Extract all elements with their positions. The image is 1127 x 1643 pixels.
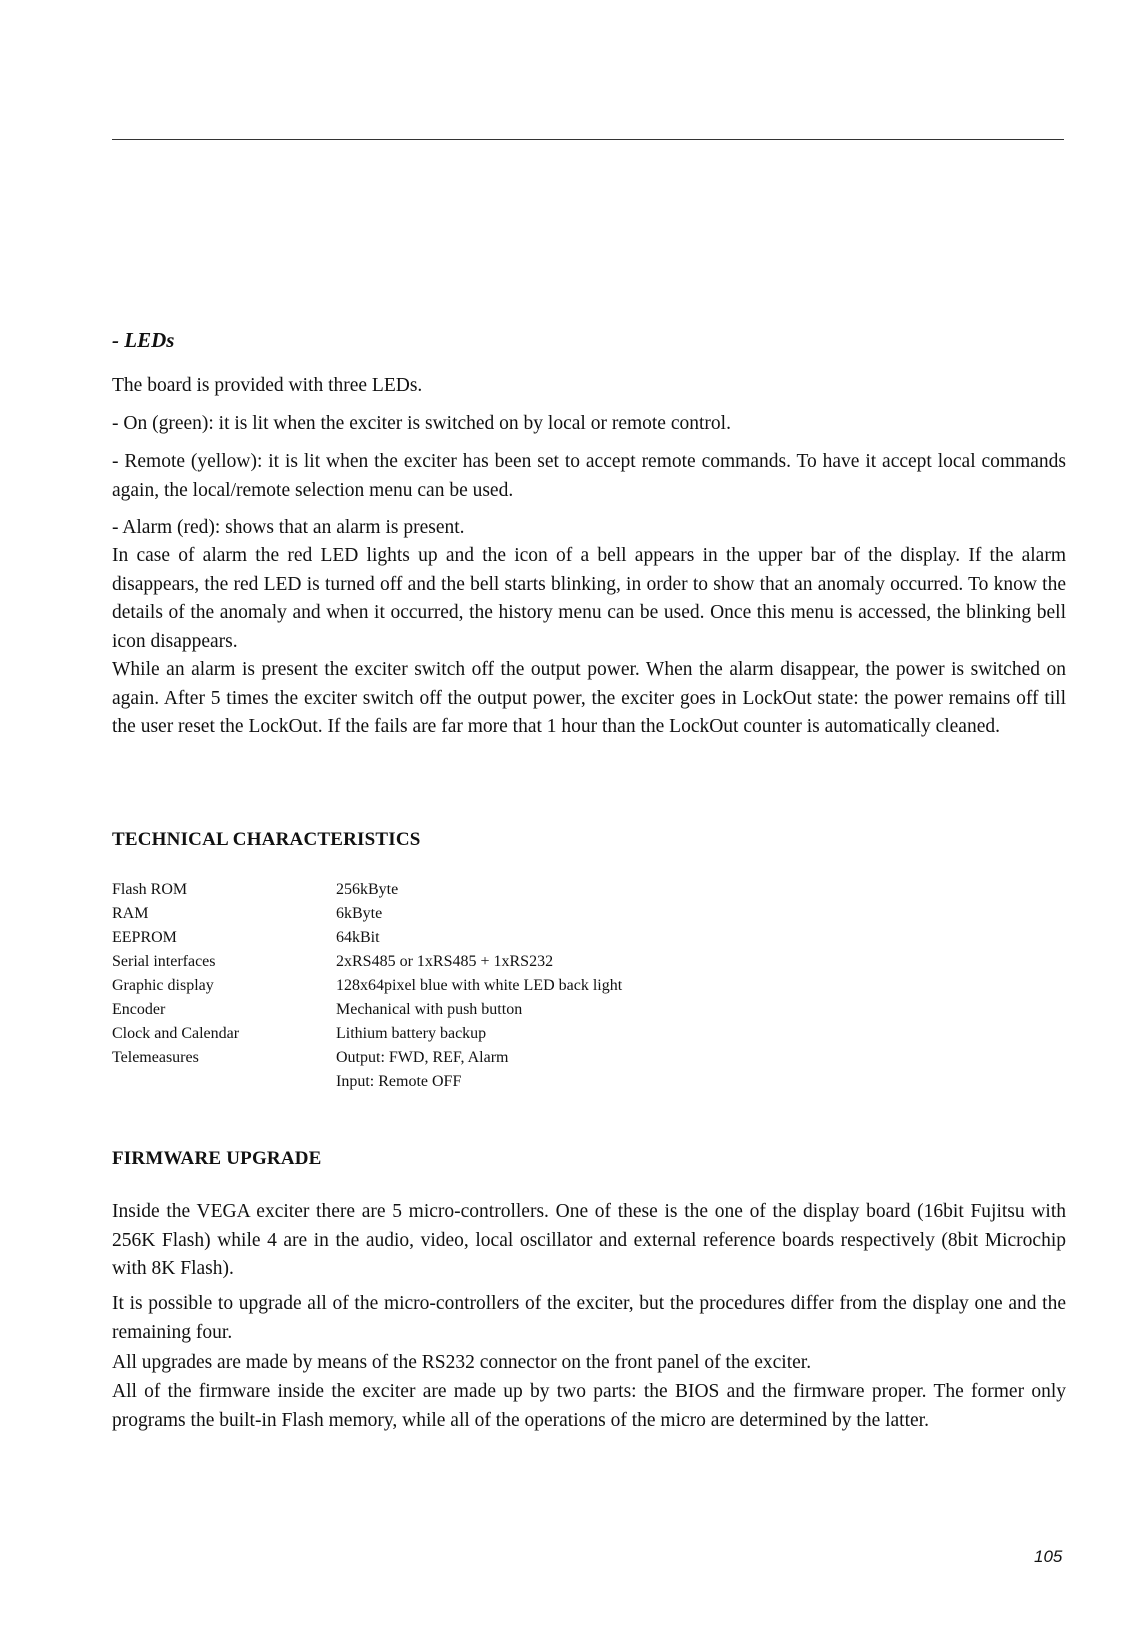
spec-row [112, 998, 622, 1022]
leds-intro: The board is provided with three LEDs. [112, 375, 423, 396]
firmware-rs232-paragraph: All upgrades are made by means of the RS232 connector on the front panel of the exciter. [112, 1352, 812, 1373]
spec-row [112, 1070, 622, 1094]
alarm-details-paragraph: In case of alarm the red LED lights up and the icon of a bell appears in the upper bar of the display. If the alarm disappears, the red LED is turned off and the bell starts blinking, in order to show that an anomaly occurred. To know the details of the anomaly and when it occurred, the history menu can be used. Once this menu is accessed, the blinking bell icon disappears. [112, 545, 1066, 652]
technical-spec-table [112, 878, 622, 1094]
spec-row [112, 1046, 622, 1070]
spec-row [112, 1022, 622, 1046]
firmware-micro-paragraph: Inside the VEGA exciter there are 5 micro-controllers. One of these is the one of the display board (16bit Fujitsu with 256K Flash) while 4 are in the audio, video, local oscillator and external reference boards respectively (8bit Microchip with 8K Flash). [112, 1201, 1066, 1279]
spec-value: Mechanical with push button [336, 1001, 523, 1018]
spec-label: Graphic display [112, 977, 214, 994]
spec-row [112, 902, 622, 926]
spec-value: 2xRS485 or 1xRS485 + 1xRS232 [336, 953, 554, 970]
spec-row [112, 878, 622, 902]
header-rule [112, 139, 1064, 140]
lockout-paragraph: While an alarm is present the exciter switch off the output power. When the alarm disappear, the power is switched on again. After 5 times the exciter switch off the output power, the exciter goes in LockOut state: the power remains off till the user reset the LockOut. If the fails are far more that 1 hour than the LockOut counter is automatically cleaned. [112, 659, 1066, 737]
spec-label: Flash ROM [112, 881, 188, 898]
spec-value: 128x64pixel blue with white LED back light [336, 977, 623, 994]
led-alarm-paragraph: - Alarm (red): shows that an alarm is present. [112, 517, 465, 538]
spec-row [112, 974, 622, 998]
spec-value: Input: Remote OFF [336, 1073, 462, 1090]
leds-heading: - LEDs [112, 328, 175, 352]
led-remote-paragraph: - Remote (yellow): it is lit when the exciter has been set to accept remote commands. To have it accept local commands again, the local/remote selection menu can be used. [112, 451, 1066, 501]
spec-value: Lithium battery backup [336, 1025, 487, 1042]
firmware-upgrade-paragraph: It is possible to upgrade all of the micro-controllers of the exciter, but the procedures differ from the display one and the remaining four. [112, 1293, 1066, 1343]
firmware-heading: FIRMWARE UPGRADE [112, 1148, 322, 1169]
firmware-bios-paragraph: All of the firmware inside the exciter are made up by two parts: the BIOS and the firmware proper. The former only programs the built-in Flash memory, while all of the operations of the micro are determined by the latter. [112, 1381, 1066, 1431]
spec-label: Encoder [112, 1001, 166, 1018]
spec-value: 64kBit [336, 929, 380, 946]
spec-value: 6kByte [336, 905, 383, 922]
page-number: 105 [1034, 1547, 1063, 1566]
spec-label [112, 1070, 336, 1094]
led-on-paragraph: - On (green): it is lit when the exciter is switched on by local or remote control. [112, 413, 731, 434]
spec-value: 256kByte [336, 881, 399, 898]
spec-label: Serial interfaces [112, 953, 216, 970]
spec-label: RAM [112, 905, 149, 922]
spec-value: Output: FWD, REF, Alarm [336, 1049, 509, 1066]
spec-label: Clock and Calendar [112, 1025, 240, 1042]
technical-heading: TECHNICAL CHARACTERISTICS [112, 829, 421, 850]
spec-label: EEPROM [112, 929, 177, 946]
spec-row [112, 926, 622, 950]
spec-label: Telemeasures [112, 1049, 199, 1066]
spec-row [112, 950, 622, 974]
